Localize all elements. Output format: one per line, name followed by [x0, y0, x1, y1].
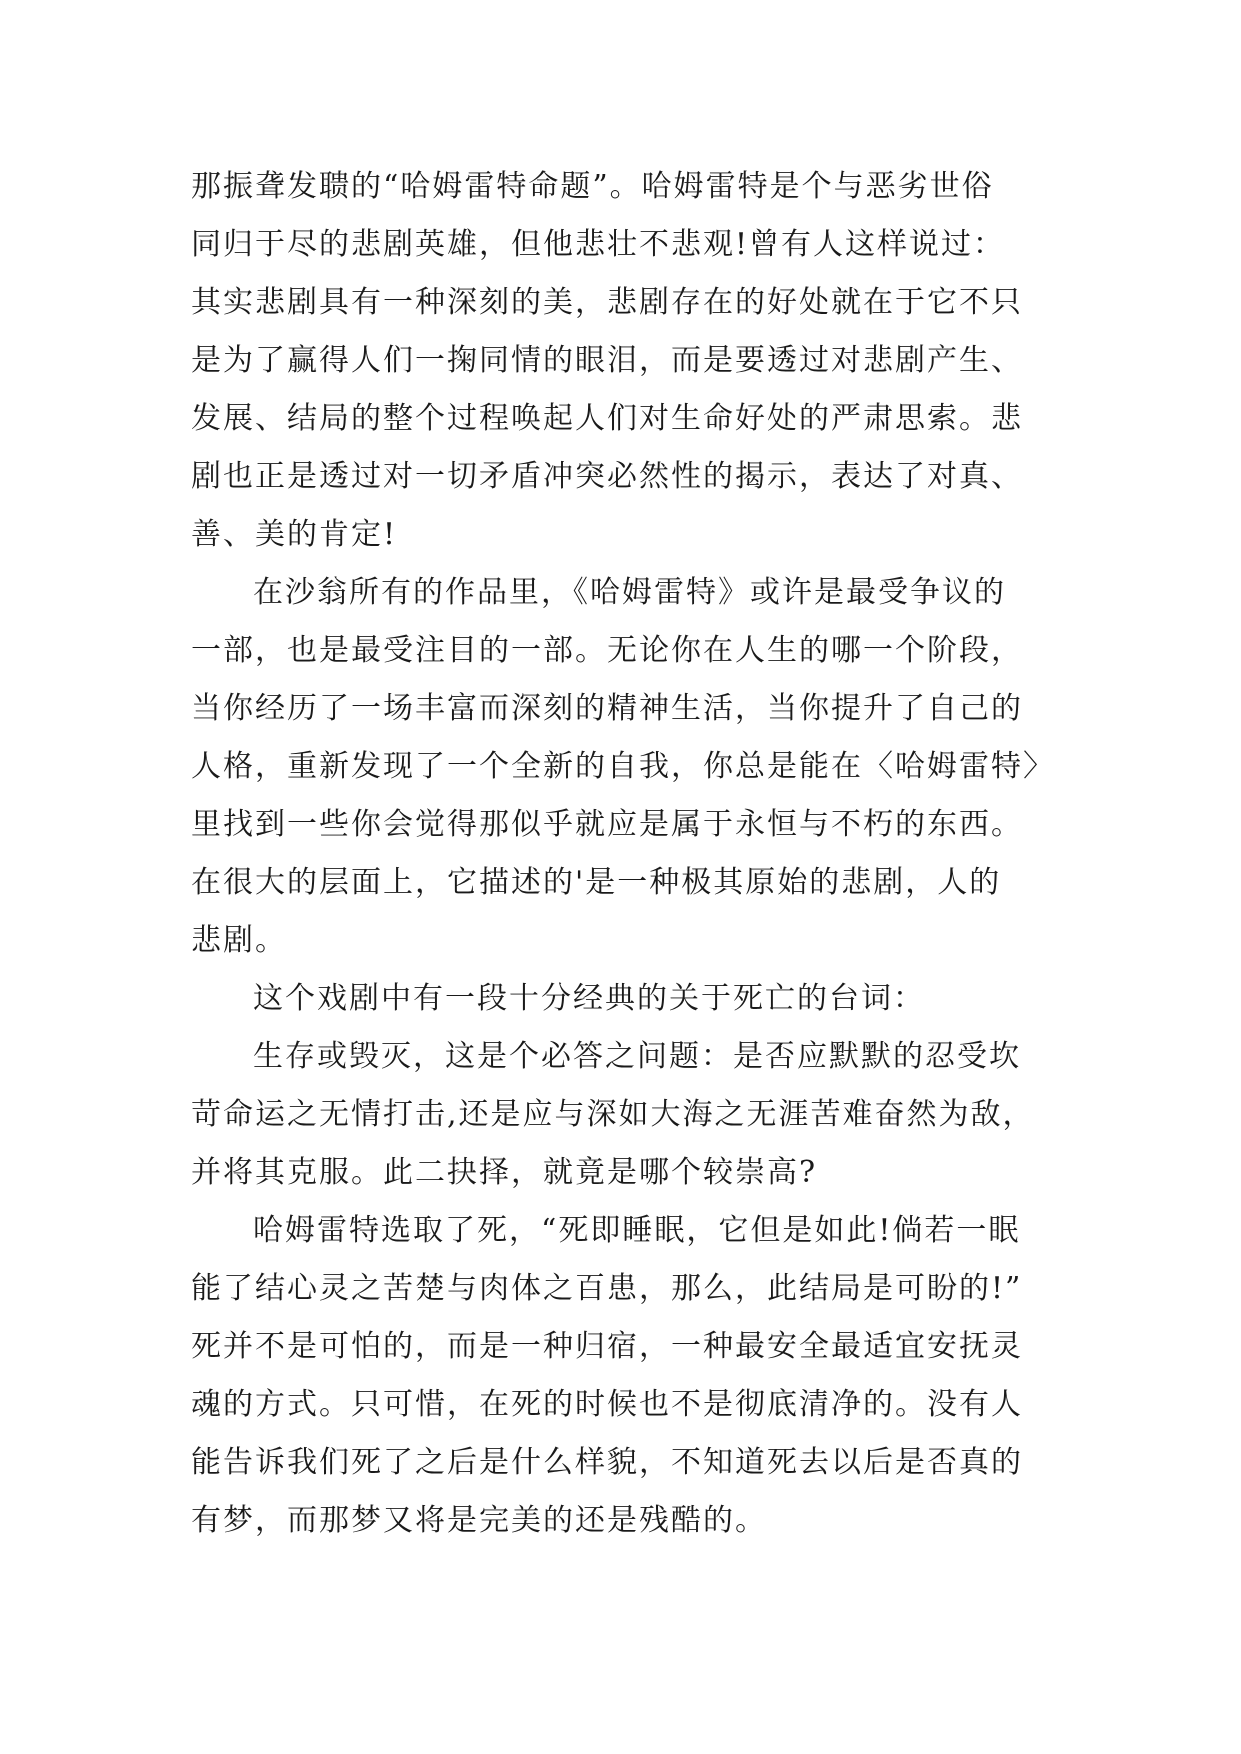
text-line: 苛命运之无情打击,还是应与深如大海之无涯苦难奋然为敌，	[191, 1097, 1035, 1132]
text-line: 其实悲剧具有一种深刻的美，悲剧存在的好处就在于它不只	[191, 285, 1023, 320]
paragraph-first-line: 生存或毁灭，这是个必答之问题：是否应默默的忍受坎	[253, 1039, 1021, 1074]
text-line: 那振聋发聩的“哈姆雷特命题”。哈姆雷特是个与恶劣世俗	[191, 169, 994, 204]
text-line: 发展、结局的整个过程唤起人们对生命好处的严肃思索。悲	[191, 401, 1023, 436]
text-line: 是为了赢得人们一掬同情的眼泪，而是要透过对悲剧产生、	[191, 343, 1023, 378]
text-line: 里找到一些你会觉得那似乎就应是属于永恒与不朽的东西。	[191, 807, 1023, 842]
text-line: 并将其克服。此二抉择，就竟是哪个较崇高?	[191, 1155, 818, 1190]
paragraph-first-line: 这个戏剧中有一段十分经典的关于死亡的台词：	[253, 981, 925, 1016]
text-line: 在很大的层面上，它描述的'是一种极其原始的悲剧，人的	[191, 865, 1002, 900]
text-line: 一部，也是最受注目的一部。无论你在人生的哪一个阶段，	[191, 633, 1023, 668]
text-line: 人格，重新发现了一个全新的自我，你总是能在〈哈姆雷特〉	[191, 749, 1055, 784]
text-line: 死并不是可怕的，而是一种归宿，一种最安全最适宜安抚灵	[191, 1329, 1023, 1364]
paragraph-first-line: 在沙翁所有的作品里，《哈姆雷特》或许是最受争议的	[253, 575, 1006, 610]
paragraph-first-line: 哈姆雷特选取了死，“死即睡眠，它但是如此!倘若一眠	[253, 1213, 1021, 1248]
text-line: 能了结心灵之苦楚与肉体之百患，那么，此结局是可盼的!”	[191, 1271, 1023, 1306]
text-line: 剧也正是透过对一切矛盾冲突必然性的揭示，表达了对真、	[191, 459, 1023, 494]
text-line: 能告诉我们死了之后是什么样貌，不知道死去以后是否真的	[191, 1445, 1023, 1480]
text-line: 有梦，而那梦又将是完美的还是残酷的。	[191, 1503, 767, 1538]
text-line: 魂的方式。只可惜，在死的时候也不是彻底清净的。没有人	[191, 1387, 1023, 1422]
text-line: 同归于尽的悲剧英雄，但他悲壮不悲观!曾有人这样说过：	[191, 227, 1006, 262]
text-line: 悲剧。	[191, 923, 287, 958]
text-line: 善、美的肯定!	[191, 517, 398, 552]
body-text	[191, 158, 1061, 1550]
text-line: 当你经历了一场丰富而深刻的精神生活，当你提升了自己的	[191, 691, 1023, 726]
